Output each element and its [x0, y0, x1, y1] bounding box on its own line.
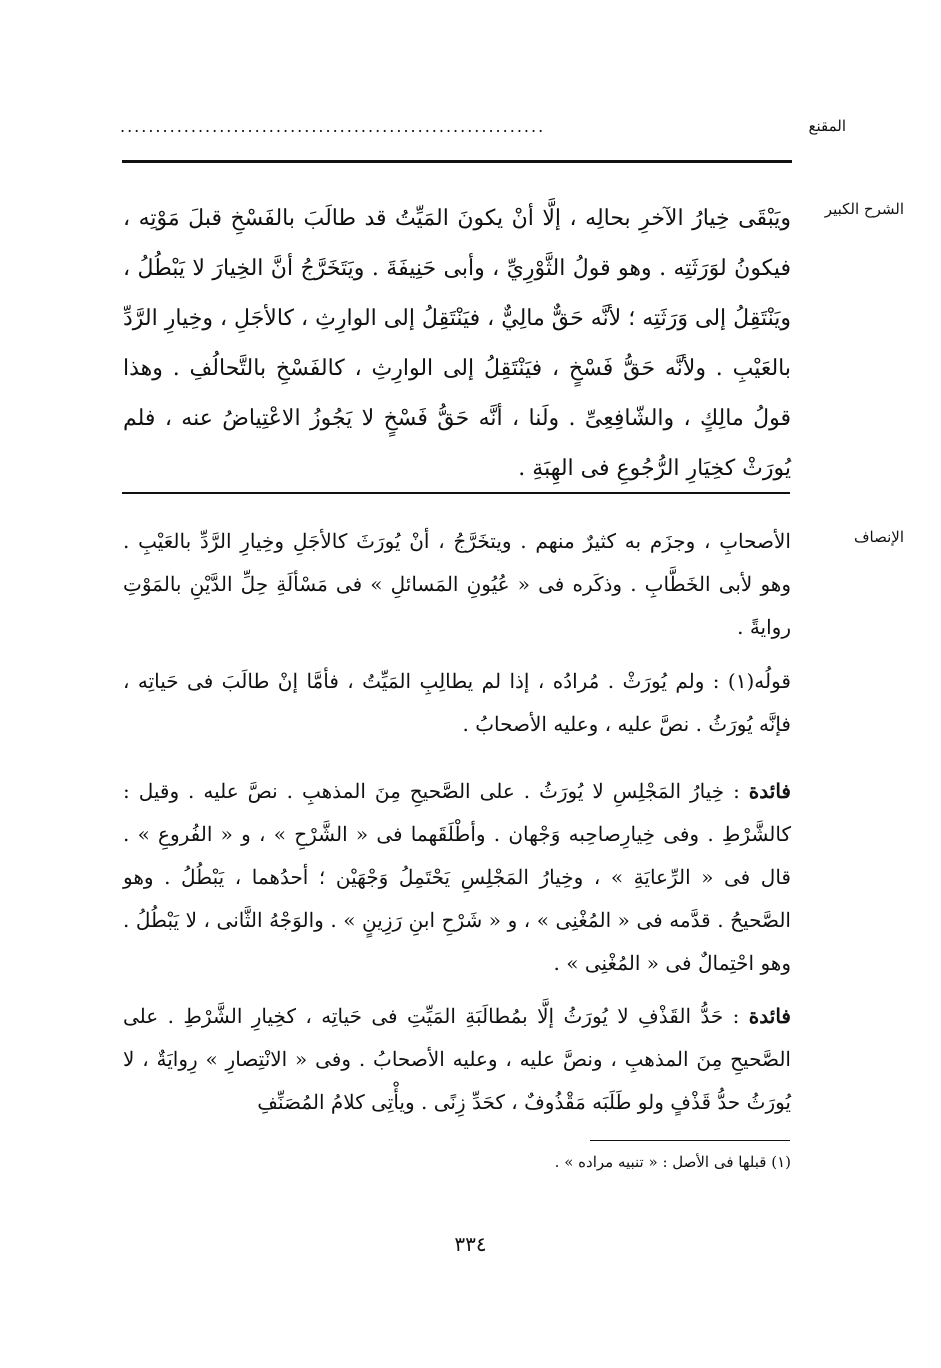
faida-text: : حَدُّ القَذْفِ لا يُورَثُ إلَّا بمُطالَبَةِ المَيِّتِ فى حَياتِه ، كخِيارِ الشَّرْطِ . على الصَّحيحِ مِنَ المذهبِ ، ونصَّ عليه ، وعليه الأصحابُ . وفى « الانْتِصارِ » رِوايَةٌ ، لا يُورَثُ حدُّ قَذْفٍ ولو طَلَبَه مَقْذُوفٌ ، كحَدِّ زِنًى . ويأْتِى كلامُ المُصَنِّفِ	[123, 1004, 791, 1114]
footnote-rule	[590, 1140, 790, 1141]
section-divider	[122, 492, 790, 494]
header-dotted-line: ............................................................	[120, 117, 546, 136]
faida-text: : خِيارُ المَجْلِسِ لا يُورَثُ . على الصَّحيحِ مِنَ المذهبِ . نصَّ عليه . وقيل : كالشَّرْطِ . وفى خِيارِصاحِبه وَجْهان . وأطْلَقَهما فى « الشَّرْحِ » ، و « الفُروعِ » . قال فى « الرِّعايَةِ » ، وخِيارُ المَجْلِسِ يَحْتَمِلُ وَجْهَيْن ؛ أحدُهما ، يَبْطُلُ . وهو الصَّحيحُ . قدَّمه فى « المُغْنِى » ، و « شَرْحِ ابنِ رَزِينٍ » . والوَجْهُ الثَّانى ، لا يَبْطُلُ . وهو احْتِمالٌ فى « المُغْنِى » .	[123, 779, 791, 975]
side-label-sharh: الشرح الكبير	[824, 200, 904, 218]
insaf-paragraph-2: قولُه(١) : ولم يُورَثْ . مُرادُه ، إذا لم يطالِبِ المَيِّتُ ، فأمَّا إنْ طالَبَ فى حَياتِه ، فإنَّه يُورَثُ . نصَّ عليه ، وعليه الأصحابُ .	[123, 669, 791, 736]
side-label-insaf: الإنصاف	[853, 528, 904, 546]
faida-label: فائدة	[748, 779, 791, 803]
page-number: ٣٣٤	[454, 1232, 487, 1256]
sharh-text-block: ويَبْقَى خِيارُ الآخرِ بحالِه ، إلَّا أنْ يكونَ المَيِّتُ قد طالَبَ بالفَسْخِ قبلَ مَوْتِه ، فيكونُ لوَرَثَتِه . وهو قولُ الثَّوْرِيِّ ، وأبى حَنِيفَةَ . ويَتَخَرَّجُ أنَّ الخِيارَ لا يَبْطُلُ ، ويَنْتَقِلُ إلى وَرَثَتِه ؛ لأنَّه حَقٌّ مالِيٌّ ، فيَنْتَقِلُ إلى الوارِثِ ، كالأجَلِ ، وخِيارِ الرَّدِّ بالعَيْبِ . ولأنَّه حَقُّ فَسْخٍ ، فيَنْتَقِلُ إلى الوارِثِ ، كالفَسْخِ بالتَّحالُفِ . وهذا قولُ مالِكٍ ، والشّافِعِىِّ . ولَنا ، أنَّه حَقُّ فَسْخٍ لا يَجُوزُ الاعْتِياضُ عنه ، فلم يُورَثْ كخِيَارِ الرُّجُوعِ فى الهِبَةِ .	[123, 206, 791, 481]
footnote: (١) قبلها فى الأصل : « تنبيه مراده » .	[554, 1153, 791, 1171]
insaf-paragraph-4	[123, 995, 791, 1124]
book-title: المقنع	[808, 117, 846, 135]
insaf-paragraph-3	[123, 770, 791, 985]
header-rule	[122, 160, 792, 163]
faida-label: فائدة	[748, 1004, 791, 1028]
insaf-paragraph-1: الأصحابِ ، وجزَم به كثيرٌ منهم . ويتخَرَّجُ ، أنْ يُورَثَ كالأجَلِ وخِيارِ الرَّدِّ بالعَيْبِ . وهو لأبى الخَطَّابِ . وذكَره فى « عُيُونِ المَسائلِ » فى مَسْألَةِ حِلِّ الدَّيْنِ بالمَوْتِ روايةً .	[123, 529, 792, 639]
